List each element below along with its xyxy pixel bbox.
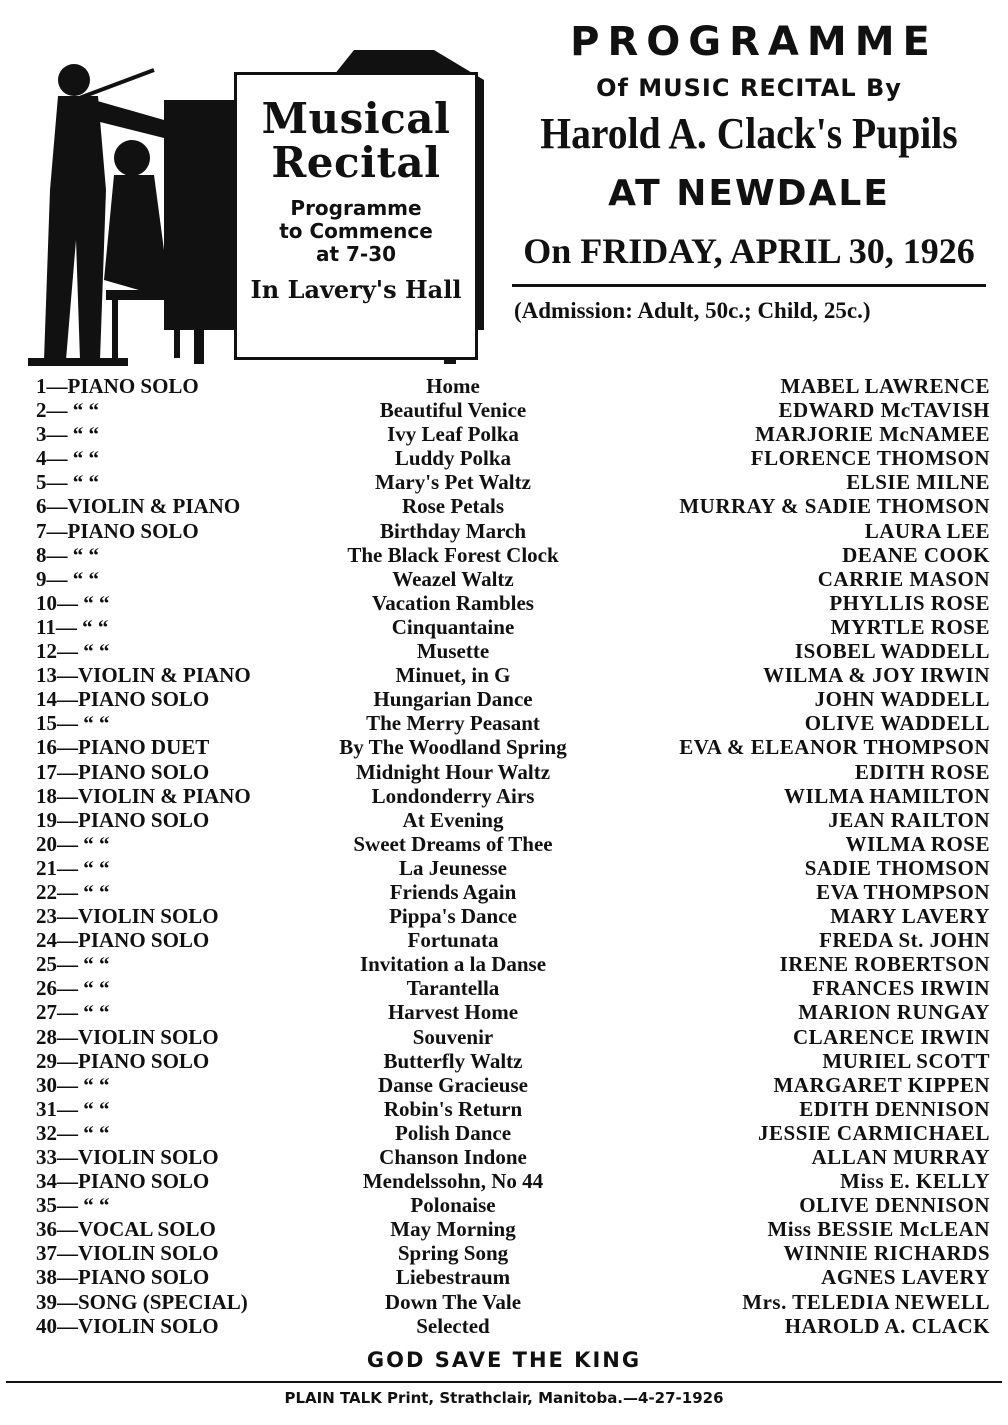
programme-list (36, 374, 990, 1338)
item-number-category: 3— “ “ (36, 422, 99, 447)
item-performer: MURRAY & SADIE THOMSON (679, 494, 990, 519)
item-performer: EDITH ROSE (854, 759, 990, 784)
list-item (36, 519, 990, 543)
list-item (36, 567, 990, 591)
recital-title (237, 94, 475, 187)
list-item (36, 543, 990, 567)
list-item (36, 976, 990, 1000)
item-performer: PHYLLIS ROSE (829, 590, 990, 615)
item-title: Chanson Indone (379, 1145, 527, 1169)
item-performer: SADIE THOMSON (804, 855, 990, 880)
item-title: Minuet, in G (395, 663, 511, 688)
list-item (36, 639, 990, 663)
item-performer: OLIVE WADDELL (804, 711, 990, 736)
recital-title-line1: Musical (261, 94, 451, 143)
item-performer: FRANCES IRWIN (812, 976, 990, 1001)
item-performer: IRENE ROBERTSON (779, 952, 990, 977)
item-title: Sweet Dreams of Thee (353, 831, 553, 856)
printer-credit: PLAIN TALK Print, Strathclair, Manitoba.—4-27-1926 (284, 1389, 724, 1407)
item-number-category: 39—SONG (SPECIAL) (36, 1289, 248, 1314)
item-number-category: 38—PIANO SOLO (36, 1265, 210, 1290)
item-title: Musette (416, 639, 490, 664)
list-item (36, 1049, 990, 1073)
item-performer: MARY LAVERY (830, 904, 990, 929)
item-number-category: 31— “ “ (36, 1096, 110, 1121)
list-item (36, 663, 990, 687)
item-number-category: 21— “ “ (36, 855, 110, 880)
closing-anthem: GOD SAVE THE KING (366, 1348, 642, 1372)
commence-line1: Programme (290, 196, 422, 220)
item-performer: MURIEL SCOTT (822, 1048, 990, 1073)
list-item (36, 1290, 990, 1314)
item-performer: JEAN RAILTON (828, 807, 990, 832)
list-item (36, 422, 990, 446)
item-number-category: 26— “ “ (36, 976, 110, 1001)
item-title: La Jeunesse (399, 855, 507, 880)
item-title: May Morning (390, 1217, 516, 1242)
item-performer: MARJORIE McNAMEE (755, 422, 990, 447)
programme-title: PROGRAMME (570, 19, 938, 65)
item-number-category: 1—PIANO SOLO (36, 374, 199, 398)
item-performer: JOHN WADDELL (814, 687, 990, 712)
recital-by-line: Of MUSIC RECITAL By (596, 74, 902, 102)
list-item (36, 1241, 990, 1265)
item-number-category: 9— “ “ (36, 566, 99, 591)
item-performer: OLIVE DENNISON (799, 1193, 990, 1218)
list-item (36, 374, 990, 398)
footer-divider (6, 1381, 1002, 1383)
list-item (36, 928, 990, 952)
item-number-category: 17—PIANO SOLO (36, 759, 210, 784)
item-performer: Miss E. KELLY (840, 1169, 990, 1194)
item-title: Butterfly Waltz (383, 1048, 523, 1073)
item-number-category: 14—PIANO SOLO (36, 687, 210, 712)
item-performer: MYRTLE ROSE (830, 614, 990, 639)
list-item (36, 1073, 990, 1097)
item-number-category: 12— “ “ (36, 639, 110, 664)
item-title: At Evening (402, 807, 504, 832)
recital-title-line2: Recital (271, 138, 441, 187)
item-title: Rose Petals (401, 494, 505, 519)
item-performer: WILMA ROSE (845, 831, 990, 856)
item-performer: JESSIE CARMICHAEL (758, 1120, 990, 1145)
list-item (36, 687, 990, 711)
list-item (36, 1000, 990, 1024)
item-number-category: 18—VIOLIN & PIANO (36, 783, 251, 808)
list-item (36, 880, 990, 904)
item-title: Harvest Home (387, 1000, 519, 1025)
item-performer: DEANE COOK (842, 542, 990, 567)
list-item (36, 1193, 990, 1217)
item-number-category: 29—PIANO SOLO (36, 1048, 210, 1073)
item-number-category: 33—VIOLIN SOLO (36, 1145, 219, 1169)
item-title: Down The Vale (384, 1289, 522, 1314)
item-number-category: 16—PIANO DUET (36, 735, 210, 760)
item-number-category: 6—VIOLIN & PIANO (36, 494, 241, 519)
item-performer: CLARENCE IRWIN (792, 1024, 990, 1049)
item-title: Londonderry Airs (371, 783, 535, 808)
item-performer: FLORENCE THOMSON (750, 446, 990, 471)
item-number-category: 20— “ “ (36, 831, 110, 856)
list-item (36, 904, 990, 928)
item-number-category: 13—VIOLIN & PIANO (36, 663, 251, 688)
heading-divider (512, 284, 986, 287)
list-item (36, 952, 990, 976)
item-title: Polonaise (410, 1193, 496, 1218)
commence-time (237, 197, 475, 266)
item-title: Souvenir (412, 1024, 494, 1049)
item-title: Spring Song (397, 1241, 509, 1266)
item-title: Polish Dance (394, 1120, 512, 1145)
item-title: Weazel Waltz (392, 566, 514, 591)
item-performer: EDITH DENNISON (799, 1096, 990, 1121)
item-number-category: 37—VIOLIN SOLO (36, 1241, 219, 1266)
item-title: Hungarian Dance (373, 687, 533, 712)
item-title: Tarantella (406, 976, 500, 1001)
item-performer: EVA & ELEANOR THOMPSON (679, 735, 990, 760)
list-item (36, 591, 990, 615)
item-number-category: 22— “ “ (36, 879, 110, 904)
item-performer: ISOBEL WADDELL (794, 639, 990, 664)
item-performer: HAROLD A. CLACK (784, 1313, 990, 1338)
list-item (36, 1265, 990, 1289)
item-title: The Merry Peasant (366, 711, 540, 736)
list-item (36, 494, 990, 518)
item-number-category: 24—PIANO SOLO (36, 928, 210, 953)
list-item (36, 1025, 990, 1049)
date-line: On FRIDAY, APRIL 30, 1926 (523, 231, 975, 271)
list-item (36, 398, 990, 422)
item-title: Liebestraum (395, 1265, 511, 1290)
list-item (36, 1097, 990, 1121)
item-number-category: 36—VOCAL SOLO (36, 1217, 216, 1242)
list-item (36, 470, 990, 494)
list-item (36, 446, 990, 470)
list-item (36, 1121, 990, 1145)
item-title: Luddy Polka (394, 446, 512, 471)
recital-sign (234, 72, 478, 360)
item-performer: Mrs. TELEDIA NEWELL (742, 1289, 990, 1314)
list-item (36, 1169, 990, 1193)
list-item (36, 856, 990, 880)
item-number-category: 34—PIANO SOLO (36, 1169, 210, 1194)
list-item (36, 711, 990, 735)
item-performer: WILMA HAMILTON (784, 783, 990, 808)
list-item (36, 1145, 990, 1169)
item-performer: MARION RUNGAY (798, 1000, 990, 1025)
list-item (36, 832, 990, 856)
item-performer: AGNES LAVERY (821, 1265, 990, 1290)
item-performer: ELSIE MILNE (846, 470, 990, 495)
item-number-category: 19—PIANO SOLO (36, 807, 210, 832)
item-performer: MABEL LAWRENCE (780, 374, 990, 398)
item-number-category: 11— “ “ (36, 614, 109, 639)
item-number-category: 25— “ “ (36, 952, 110, 977)
item-performer: CARRIE MASON (817, 566, 990, 591)
item-number-category: 23—VIOLIN SOLO (36, 904, 219, 929)
item-number-category: 10— “ “ (36, 590, 110, 615)
item-title: Home (426, 374, 480, 398)
item-performer: ALLAN MURRAY (811, 1145, 990, 1169)
item-number-category: 5— “ “ (36, 470, 99, 495)
list-item (36, 808, 990, 832)
programme-header (0, 0, 1008, 372)
item-title: Danse Gracieuse (378, 1072, 528, 1097)
item-performer: WINNIE RICHARDS (783, 1241, 990, 1266)
item-number-category: 4— “ “ (36, 446, 99, 471)
item-performer: EVA THOMPSON (816, 879, 990, 904)
list-item (36, 760, 990, 784)
item-title: Ivy Leaf Polka (387, 422, 519, 447)
commence-line2: to Commence (279, 219, 433, 243)
admission-prices: (Admission: Adult, 50c.; Child, 25c.) (514, 298, 871, 323)
list-item (36, 1314, 990, 1338)
teacher-pupils-line: Harold A. Clack's Pupils (540, 109, 958, 158)
item-title: Birthday March (379, 518, 527, 543)
programme-heading (506, 18, 992, 325)
item-title: Selected (416, 1313, 490, 1338)
item-number-category: 15— “ “ (36, 711, 110, 736)
venue-label: In Lavery's Hall (250, 275, 462, 304)
item-title: Beautiful Venice (379, 398, 527, 423)
item-title: Pippa's Dance (389, 904, 517, 929)
item-performer: EDWARD McTAVISH (778, 398, 990, 423)
item-number-category: 27— “ “ (36, 1000, 110, 1025)
item-title: Mary's Pet Waltz (375, 470, 531, 495)
item-number-category: 35— “ “ (36, 1193, 110, 1218)
item-number-category: 40—VIOLIN SOLO (36, 1313, 219, 1338)
item-title: The Black Forest Clock (347, 542, 559, 567)
list-item (36, 784, 990, 808)
item-number-category: 30— “ “ (36, 1072, 110, 1097)
item-title: By The Woodland Spring (339, 735, 567, 760)
item-title: Midnight Hour Waltz (355, 759, 551, 784)
item-number-category: 28—VIOLIN SOLO (36, 1024, 219, 1049)
list-item (36, 615, 990, 639)
item-title: Mendelssohn, No 44 (362, 1169, 544, 1194)
item-performer: MARGARET KIPPEN (773, 1072, 990, 1097)
item-title: Fortunata (407, 928, 499, 953)
item-number-category: 7—PIANO SOLO (36, 518, 199, 543)
item-performer: Miss BESSIE McLEAN (767, 1217, 990, 1242)
item-title: Vacation Rambles (372, 590, 534, 615)
location-line: AT NEWDALE (608, 173, 890, 214)
item-title: Robin's Return (383, 1096, 523, 1121)
item-title: Friends Again (389, 879, 517, 904)
item-number-category: 32— “ “ (36, 1120, 110, 1145)
item-title: Cinquantaine (391, 614, 515, 639)
item-number-category: 2— “ “ (36, 398, 99, 423)
item-number-category: 8— “ “ (36, 542, 99, 567)
list-item (36, 1217, 990, 1241)
item-performer: FREDA St. JOHN (819, 928, 990, 953)
list-item (36, 735, 990, 759)
item-performer: WILMA & JOY IRWIN (763, 663, 990, 688)
item-title: Invitation a la Danse (359, 952, 547, 977)
commence-line3: at 7-30 (315, 242, 397, 266)
item-performer: LAURA LEE (864, 518, 990, 543)
